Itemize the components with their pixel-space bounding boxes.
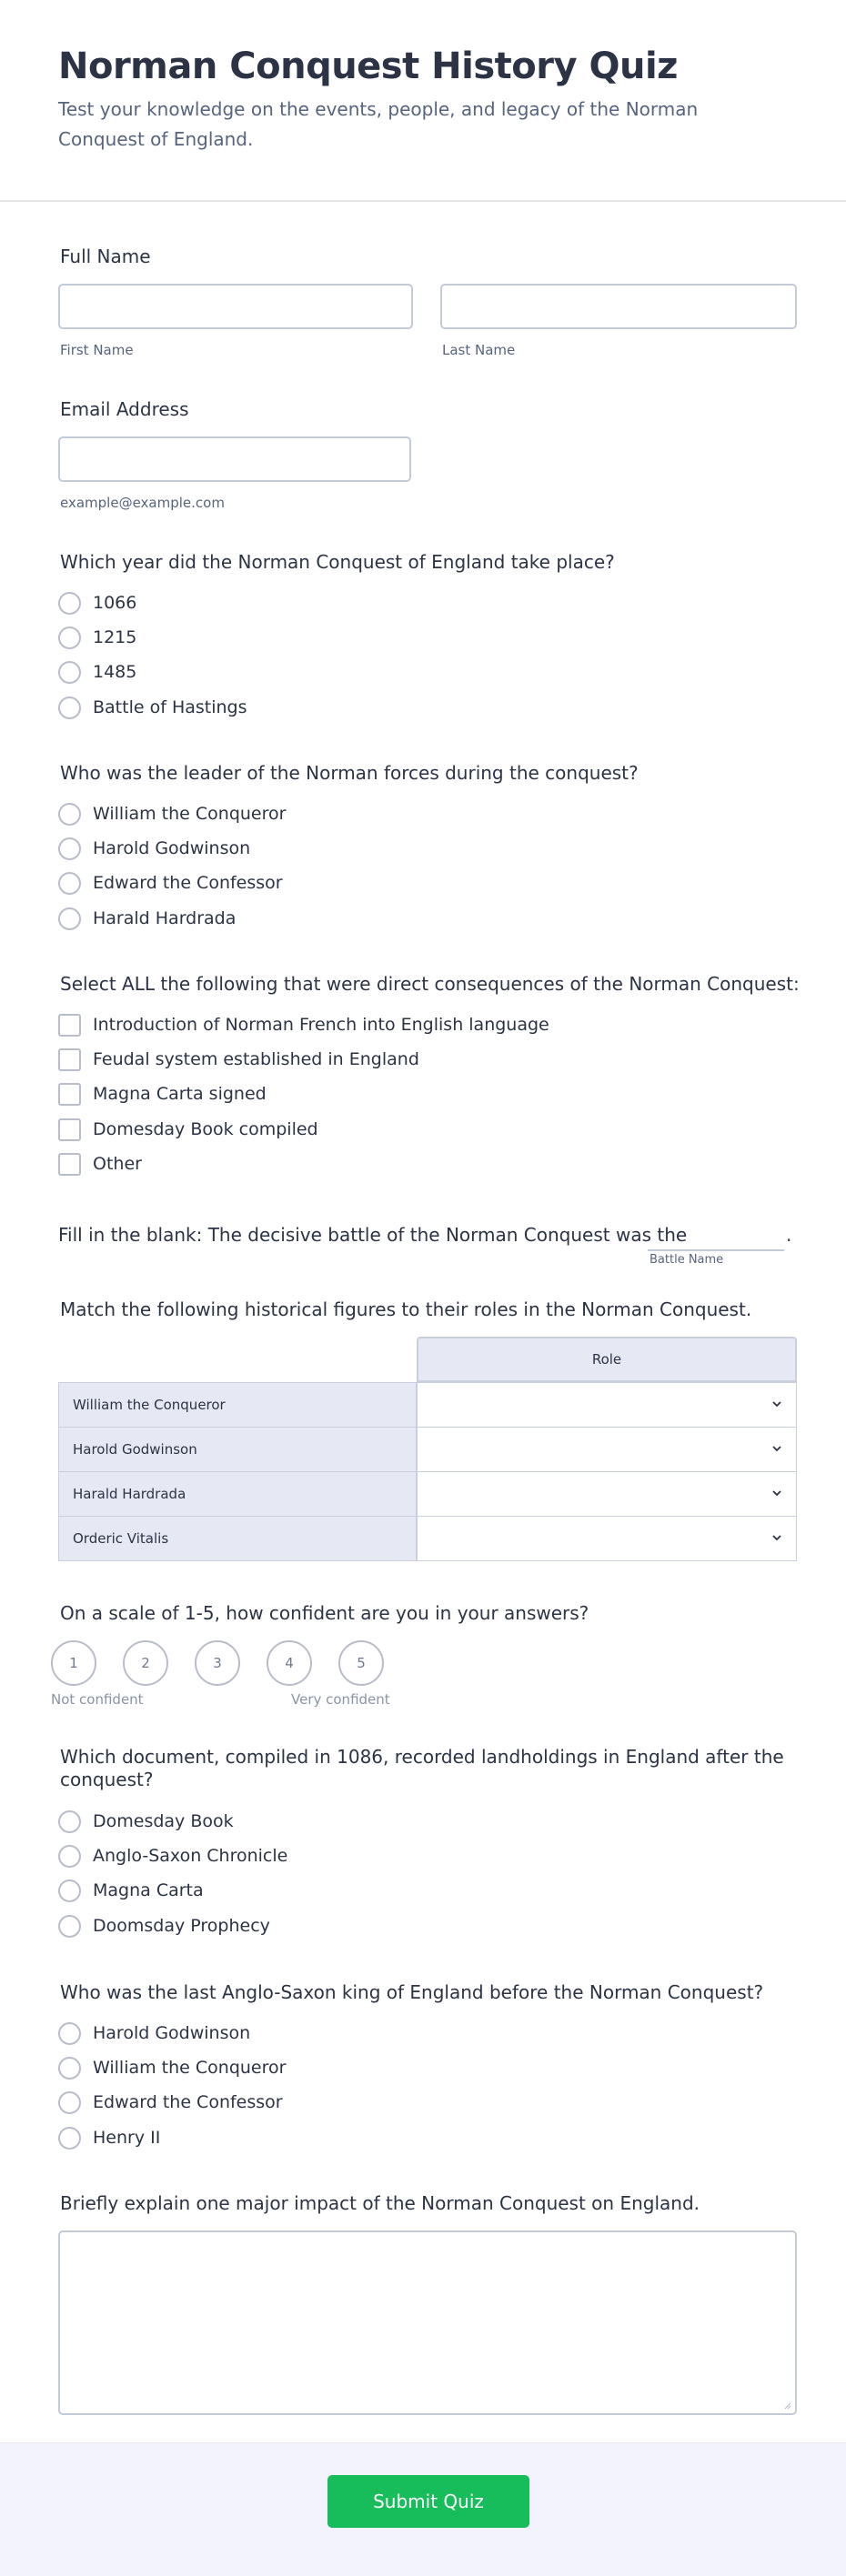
q-year-label: Which year did the Norman Conquest of England take place? xyxy=(60,551,615,573)
radio-circle[interactable] xyxy=(58,2127,81,2150)
option-label: Battle of Hastings xyxy=(93,697,247,717)
q-consequences-option[interactable] xyxy=(58,1116,318,1143)
q-leader-option[interactable] xyxy=(58,835,250,862)
q-leader-label: Who was the leader of the Norman forces during the conquest? xyxy=(60,762,639,784)
q-king-label: Who was the last Anglo-Saxon king of England before the Norman Conquest? xyxy=(60,1981,764,2003)
page-subtitle: Test your knowledge on the events, people, and legacy of the Norman Conquest of England. xyxy=(58,98,699,150)
scale-option-1[interactable]: 1 xyxy=(51,1640,96,1686)
radio-circle[interactable] xyxy=(58,1879,81,1902)
last-name-input[interactable] xyxy=(440,284,797,329)
radio-circle[interactable] xyxy=(58,1915,81,1938)
first-name-input[interactable] xyxy=(58,284,413,329)
role-dropdown[interactable] xyxy=(417,1382,797,1428)
option-label: Harold Godwinson xyxy=(93,2023,251,2043)
first-name-sublabel: First Name xyxy=(60,342,134,358)
radio-circle[interactable] xyxy=(58,1845,81,1868)
radio-circle[interactable] xyxy=(58,907,81,930)
option-label: Other xyxy=(93,1154,142,1174)
radio-circle[interactable] xyxy=(58,837,81,860)
option-label: 1485 xyxy=(93,662,137,682)
full-name-label: Full Name xyxy=(60,246,151,267)
q-consequences-option[interactable] xyxy=(58,1080,267,1108)
q-leader-option[interactable] xyxy=(58,869,283,897)
radio-circle[interactable] xyxy=(58,872,81,895)
radio-circle[interactable] xyxy=(58,2091,81,2114)
checkbox[interactable] xyxy=(58,1153,81,1176)
impact-textarea[interactable] xyxy=(58,2230,797,2415)
role-dropdown[interactable] xyxy=(417,1427,797,1472)
q-year-option[interactable] xyxy=(58,624,136,651)
chevron-down-icon xyxy=(770,1399,783,1408)
radio-circle[interactable] xyxy=(58,1810,81,1833)
option-label: Edward the Confessor xyxy=(93,2092,283,2112)
matrix-row-label: Orderic Vitalis xyxy=(58,1516,417,1561)
scale-option-5[interactable]: 5 xyxy=(338,1640,384,1686)
match-matrix xyxy=(58,1337,797,1562)
q-consequences-label: Select ALL the following that were direct consequences of the Norman Conquest: xyxy=(60,973,800,995)
option-label: Domesday Book compiled xyxy=(93,1119,318,1139)
submit-button[interactable]: Submit Quiz xyxy=(327,2475,529,2528)
option-label: Anglo-Saxon Chronicle xyxy=(93,1846,288,1866)
chevron-down-icon xyxy=(770,1533,783,1542)
form-header xyxy=(0,0,846,202)
battle-name-input[interactable] xyxy=(648,1228,784,1251)
role-dropdown[interactable] xyxy=(417,1471,797,1517)
q-document-option[interactable] xyxy=(58,1842,287,1869)
resize-grip-icon[interactable] xyxy=(782,2401,791,2410)
email-input[interactable] xyxy=(58,436,411,482)
option-label: 1066 xyxy=(93,593,137,613)
option-label: Edward the Confessor xyxy=(93,873,283,893)
radio-circle[interactable] xyxy=(58,661,81,684)
q-year-option[interactable] xyxy=(58,589,136,616)
scale-option-4[interactable]: 4 xyxy=(267,1640,312,1686)
matrix-row xyxy=(58,1516,797,1561)
radio-circle[interactable] xyxy=(58,592,81,615)
role-dropdown[interactable] xyxy=(417,1516,797,1561)
q-scale-label: On a scale of 1-5, how confident are you in your answers? xyxy=(60,1602,589,1624)
radio-circle[interactable] xyxy=(58,697,81,719)
checkbox[interactable] xyxy=(58,1083,81,1106)
matrix-row xyxy=(58,1471,797,1517)
chevron-down-icon xyxy=(770,1488,783,1498)
q-leader-option[interactable] xyxy=(58,800,286,827)
matrix-row xyxy=(58,1382,797,1428)
radio-circle[interactable] xyxy=(58,803,81,826)
q-king-option[interactable] xyxy=(58,2054,286,2081)
scale-low-label: Not confident xyxy=(51,1691,144,1708)
q-year-option[interactable] xyxy=(58,658,136,686)
option-label: Magna Carta xyxy=(93,1880,204,1900)
q-document-option[interactable] xyxy=(58,1877,204,1904)
q-document-option[interactable] xyxy=(58,1808,234,1835)
radio-circle[interactable] xyxy=(58,2057,81,2080)
option-label: Introduction of Norman French into English language xyxy=(93,1015,549,1035)
page-title: Norman Conquest History Quiz xyxy=(58,45,678,87)
q-leader-option[interactable] xyxy=(58,905,236,932)
checkbox[interactable] xyxy=(58,1014,81,1037)
q-match-label: Match the following historical figures to their roles in the Norman Conquest. xyxy=(60,1298,752,1320)
matrix-row-label: Harald Hardrada xyxy=(58,1471,417,1517)
q-explain-label: Briefly explain one major impact of the Norman Conquest on England. xyxy=(60,2192,700,2214)
checkbox[interactable] xyxy=(58,1118,81,1141)
q-document-option[interactable] xyxy=(58,1912,270,1940)
scale-option-2[interactable]: 2 xyxy=(123,1640,168,1686)
scale-option-3[interactable]: 3 xyxy=(195,1640,240,1686)
chevron-down-icon xyxy=(770,1444,783,1453)
matrix-row-label: Harold Godwinson xyxy=(58,1427,417,1472)
q-fill-period: . xyxy=(786,1224,792,1246)
matrix-row-label: William the Conqueror xyxy=(58,1382,417,1428)
q-fill-text: Fill in the blank: The decisive battle of the Norman Conquest was the xyxy=(58,1224,688,1246)
q-king-option[interactable] xyxy=(58,2089,283,2116)
radio-circle[interactable] xyxy=(58,626,81,649)
option-label: Doomsday Prophecy xyxy=(93,1916,270,1936)
option-label: Domesday Book xyxy=(93,1811,234,1831)
scale-high-label: Very confident xyxy=(291,1691,390,1708)
option-label: Magna Carta signed xyxy=(93,1084,267,1104)
q-consequences-option[interactable] xyxy=(58,1011,549,1038)
last-name-sublabel: Last Name xyxy=(442,342,516,358)
option-label: Henry II xyxy=(93,2128,161,2148)
battle-name-sublabel: Battle Name xyxy=(650,1253,724,1267)
option-label: William the Conqueror xyxy=(93,2058,287,2078)
matrix-row xyxy=(58,1427,797,1472)
option-label: William the Conqueror xyxy=(93,804,287,824)
option-label: Feudal system established in England xyxy=(93,1049,419,1069)
option-label: Harald Hardrada xyxy=(93,908,237,928)
q-year-option[interactable] xyxy=(58,694,247,721)
email-sublabel: example@example.com xyxy=(60,495,225,511)
radio-circle[interactable] xyxy=(58,2022,81,2045)
checkbox[interactable] xyxy=(58,1048,81,1071)
q-consequences-option[interactable] xyxy=(58,1150,142,1178)
option-label: 1215 xyxy=(93,627,137,647)
q-document-label: Which document, compiled in 1086, recorded landholdings in England after the conquest? xyxy=(60,1746,784,1790)
option-label: Harold Godwinson xyxy=(93,838,251,858)
matrix-column-header: Role xyxy=(417,1337,797,1382)
q-consequences-option[interactable] xyxy=(58,1046,419,1073)
email-label: Email Address xyxy=(60,398,189,420)
q-king-option[interactable] xyxy=(58,2124,160,2151)
q-king-option[interactable] xyxy=(58,2020,250,2047)
